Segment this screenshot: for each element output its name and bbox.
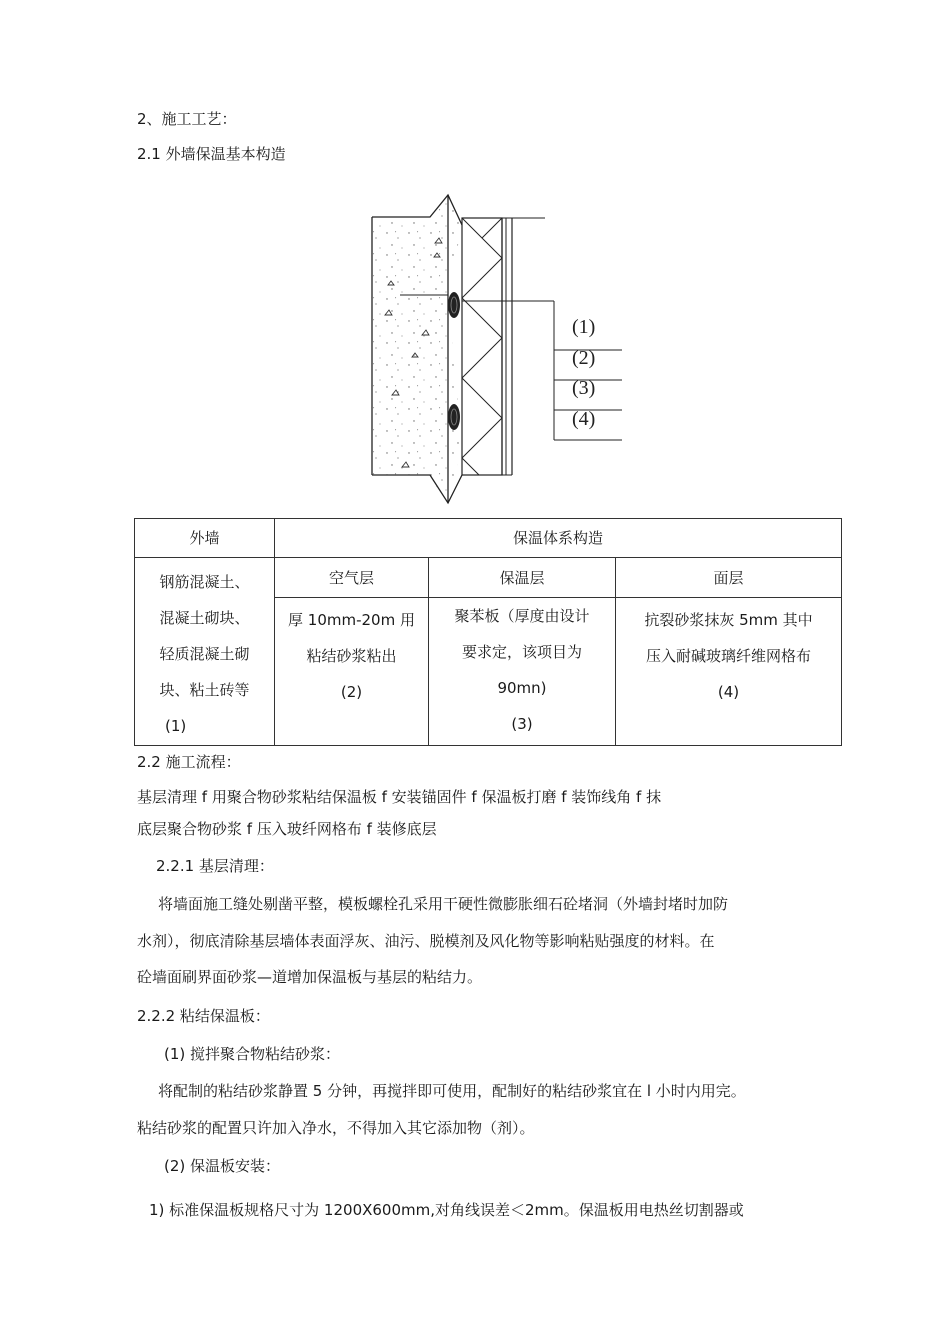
wall-types-cell [135, 558, 275, 746]
wall-section-diagram [340, 185, 630, 510]
air-layer-cell [275, 598, 429, 746]
air-number: (2) [340, 683, 363, 701]
subsection-heading: 2.2 施工流程： [137, 753, 241, 771]
diagram-label-3: (3) [572, 377, 596, 399]
insul-line: 要求定，该项目为 [461, 643, 582, 661]
paragraph-line: 将墙面施工缝处剔凿平整，模板螺栓孔采用干硬性微膨胀细石砼堵洞（外墙封堵时加防 [158, 895, 729, 913]
face-number: (4) [717, 683, 740, 701]
paragraph-line: 粘结砂浆的配置只许加入净水，不得加入其它添加物（剂）。 [137, 1119, 535, 1137]
insulation-layer-cell [429, 598, 616, 746]
subsection-heading: 2.2.1 基层清理： [156, 857, 274, 875]
insul-line: 90mn) [497, 679, 547, 697]
diagram-label-1: (1) [572, 316, 596, 338]
subsection-heading: 2.1 外墙保温基本构造 [137, 145, 286, 163]
paragraph-line: 1) 标准保温板规格尺寸为 1200X600mm,对角线误差＜2mm。保温板用电热丝切割器或 [149, 1201, 744, 1219]
wall-number: (1) [165, 717, 187, 735]
flow-line: 基层清理 f 用聚合物砂浆粘结保温板 f 安装锚固件 f 保温板打磨 f 装饰线角 f 抹 [137, 788, 662, 806]
insulation-system-table [134, 518, 842, 746]
list-item: (2) 保温板安装： [164, 1157, 281, 1175]
face-line: 抗裂砂浆抹灰 5mm 其中 [644, 611, 813, 629]
diagram-label-4: (4) [572, 408, 596, 430]
insul-line: 聚苯板（厚度由设计 [454, 607, 590, 625]
wall-line: 轻质混凝土砌 [159, 645, 250, 663]
paragraph-line: 砼墙面刷界面砂浆—道增加保温板与基层的粘结力。 [137, 968, 483, 986]
paragraph-line: 水剂），彻底清除基层墙体表面浮灰、油污、脱模剂及风化物等影响粘贴强度的材料。在 [137, 932, 715, 950]
diagram-label-2: (2) [572, 347, 596, 369]
wall-line: 混凝土砌块、 [159, 609, 250, 627]
section-heading: 2、施工工艺： [137, 110, 237, 128]
list-item: (1) 搅拌聚合物粘结砂浆： [164, 1045, 341, 1063]
table-header-system: 保温体系构造 [275, 519, 842, 558]
air-line: 粘结砂浆粘出 [306, 647, 397, 665]
subsection-heading: 2.2.2 粘结保温板： [137, 1007, 270, 1025]
face-layer-cell [616, 598, 842, 746]
concrete-wall [372, 195, 462, 503]
wall-line: 块、粘土砖等 [159, 681, 250, 699]
subheader-air: 空气层 [275, 558, 429, 598]
wall-line: 钢筋混凝土、 [159, 573, 250, 591]
subheader-face: 面层 [616, 558, 842, 598]
face-line: 压入耐碱玻璃纤维网格布 [646, 647, 812, 665]
air-line: 厚 10mm-20m 用 [288, 611, 415, 629]
table-header-wall: 外墙 [135, 519, 275, 558]
insulation-board [462, 218, 502, 475]
paragraph-line: 将配制的粘结砂浆静置 5 分钟，再搅拌即可使用，配制好的粘结砂浆宜在 l 小时内用完。 [158, 1082, 746, 1100]
subheader-insulation: 保温层 [429, 558, 616, 598]
flow-line: 底层聚合物砂浆 f 压入玻纤网格布 f 装修底层 [137, 820, 437, 838]
finish-layer [502, 218, 545, 475]
insul-number: (3) [511, 715, 533, 733]
